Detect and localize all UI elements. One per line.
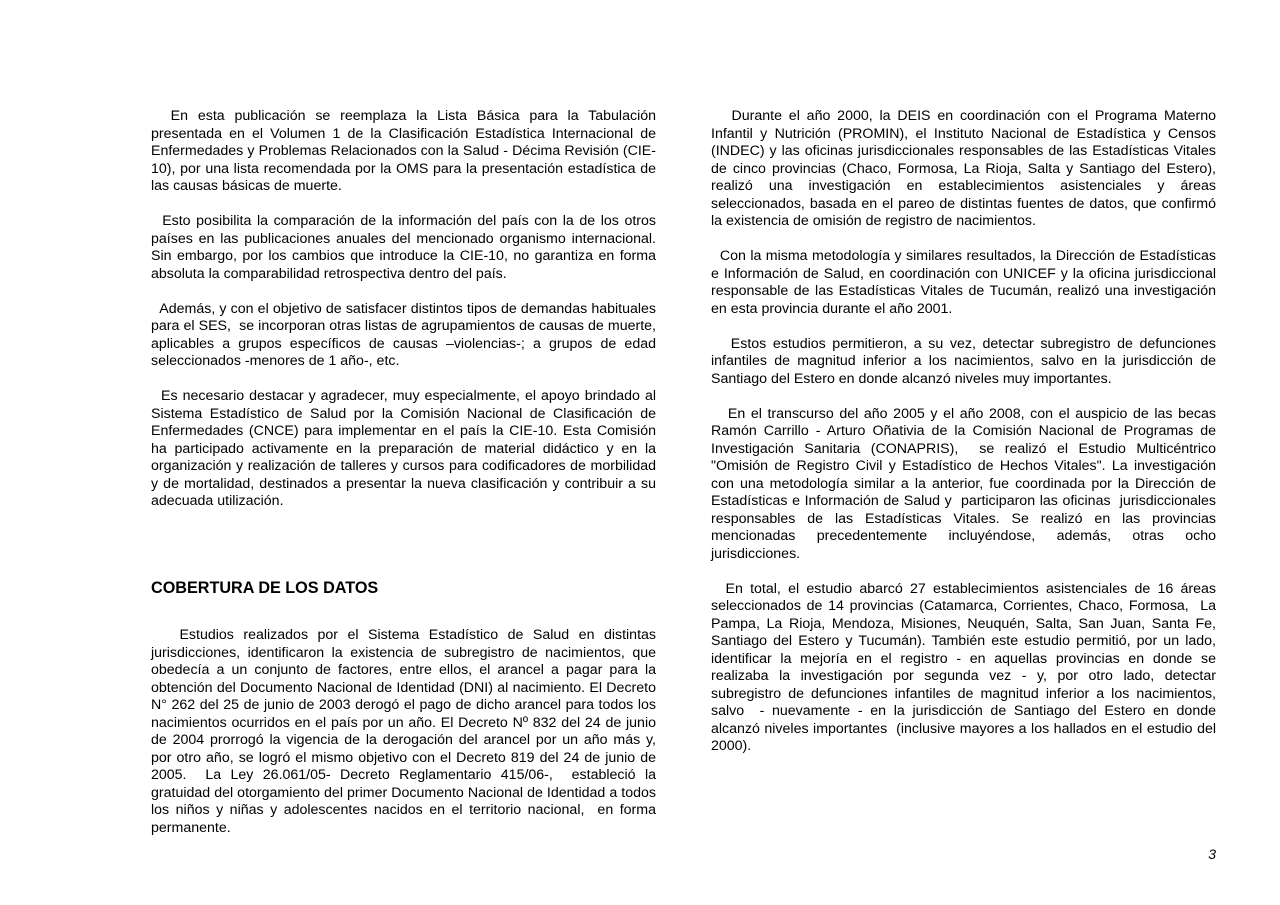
paragraph-agrupamientos: Además, y con el objetivo de satisfacer distintos tipos de demandas habituales para el SES, se incorporan otras listas de agrupamientos de causas de muerte, aplicables a grupos específicos de causas –violencias-; a grupos de edad seleccionados -menores de 1 año-, etc.	[151, 300, 660, 369]
paragraph-lista-basica: En esta publicación se reemplaza la Lista Básica para la Tabulación presentada en el Volumen 1 de la Clasificación Estadística Internacional de Enfermedades y Problemas Relacionados con la Salud - Décima Revisión (CIE-10), por una lista recomendada por la OMS para la presentación estadística de las causas básicas de muerte.	[151, 108, 660, 194]
paragraph-total: En total, el estudio abarcó 27 establecimientos asistenciales de 16 áreas seleccionados de 14 provincias (Catamarca, Corrientes, Chaco, Formosa, La Pampa, La Rioja, Mendoza, Misiones, Neuquén, Salta, San Juan, Santa Fe, Santiago del Estero y Tucumán). También este estudio permitió, por un lado, identificar la mejoría en el registro - en aquellas provincias en donde se realizaba la investigación por segunda vez - y, por otro lado, detectar subregistro de defunciones infantiles de magnitud inferior a los nacimientos, salvo - nuevamente - en la jurisdicción de Santiago del Estero en donde alcanzó niveles importantes (inclusive mayores a los hallados en el estudio del 2000).	[711, 580, 1224, 754]
cobertura-section	[151, 627, 664, 855]
paragraph-comparacion: Esto posibilita la comparación de la información del país con la de los otros países en las publicaciones anuales del mencionado organismo internacional. Sin embargo, por los cambios que introduce la CIE-10, no garantiza en forma absoluta la comparabilidad retrospectiva dentro del país.	[151, 213, 660, 282]
paragraph-subregistro: Estudios realizados por el Sistema Estadístico de Salud en distintas jurisdicciones, identificaron la existencia de subregistro de nacimientos, que obedecía a un conjunto de factores, entre ellos, el arancel a pagar para la obtención del Documento Nacional de Identidad (DNI) al nacimiento. El Decreto N° 262 del 25 de junio de 2003 derogó el pago de dicho arancel para todos los nacimientos ocurridos en el país por un año. El Decreto Nº 832 del 24 de junio de 2004 prorrogó la vigencia de la derogación del arancel por un año más y, por otro año, se logró el mismo objetivo con el Decreto 819 del 24 de junio de 2005. La Ley 26.061/05- Decreto Reglamentario 415/06-, estableció la gratuidad del otorgamiento del primer Documento Nacional de Identidad a todos los niños y niñas y adolescentes nacidos en el territorio nacional, en forma permanente.	[151, 627, 664, 836]
page-number: 3	[1208, 846, 1216, 862]
paragraph-defunciones: Estos estudios permitieron, a su vez, detectar subregistro de defunciones infantiles de magnitud inferior a los nacimientos, salvo en la jurisdicción de Santiago del Estero en donde alcanzó niveles muy importantes.	[711, 335, 1220, 387]
paragraph-multicentrico: En el transcurso del año 2005 y el año 2008, con el auspicio de las becas Ramón Carrillo - Arturo Oñativia de la Comisión Nacional de Programas de Investigación Sanitaria (CONAPRIS), se realizó el Estudio Multicéntrico "Omisión de Registro Civil y Estadístico de Hechos Vitales". La investigación con una metodología similar a la anterior, fue coordinada por la Dirección de Estadísticas e Información de Salud y participaron las oficinas jurisdiccionales responsables de las Estadísticas Vitales. Se realizó en las provincias mencionadas precedentemente incluyéndose, además, otras ocho jurisdicciones.	[711, 405, 1220, 562]
right-column	[711, 108, 1224, 773]
section-heading: COBERTURA DE LOS DATOS	[151, 579, 379, 597]
section-heading-block	[151, 578, 656, 598]
paragraph-cnce: Es necesario destacar y agradecer, muy especialmente, el apoyo brindado al Sistema Estadístico de Salud por la Comisión Nacional de Clasificación de Enfermedades (CNCE) para implementar en el país la CIE-10. Esta Comisión ha participado activamente en la preparación de material didáctico y en la organización y realización de talleres y cursos para codificadores de morbilidad y de mortalidad, destinados a presentar la nueva clasificación y contribuir a su adecuada utilización.	[151, 388, 660, 509]
paragraph-deis-2000: Durante el año 2000, la DEIS en coordinación con el Programa Materno Infantil y Nutrición (PROMIN), el Instituto Nacional de Estadística y Censos (INDEC) y las oficinas jurisdiccionales responsables de las Estadísticas Vitales de cinco provincias (Chaco, Formosa, La Rioja, Salta y Santiago del Estero), realizó una investigación en establecimientos asistenciales y áreas seleccionados, basada en el pareo de distintas fuentes de datos, que confirmó la existencia de omisión de registro de nacimientos.	[711, 108, 1220, 229]
paragraph-tucuman: Con la misma metodología y similares resultados, la Dirección de Estadísticas e Información de Salud, en coordinación con UNICEF y la oficina jurisdiccional responsable de las Estadísticas Vitales de Tucumán, realizó una investigación en esta provincia durante el año 2001.	[711, 248, 1220, 317]
left-column	[151, 108, 660, 528]
